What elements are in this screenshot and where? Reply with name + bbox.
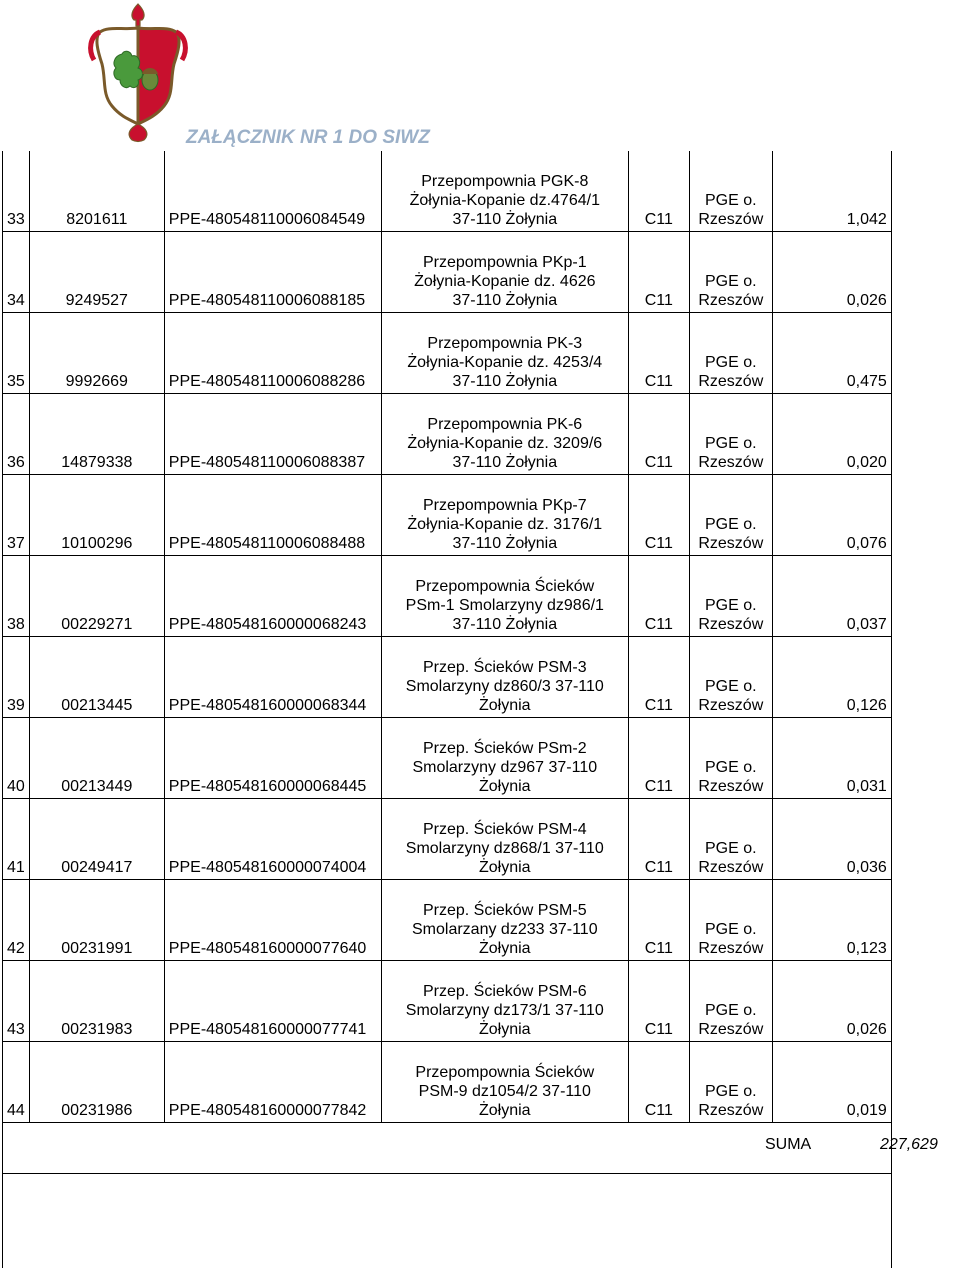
row-number: 40 [3,718,30,799]
distributor-line: Rzeszów [694,1020,768,1039]
distributor-line: Rzeszów [694,210,768,229]
address-line: Żołynia [386,696,624,715]
address-line: 37-110 Żołynia [386,210,624,229]
distributor-cell [689,232,772,313]
summary-cell [3,1123,892,1174]
distributor-line: PGE o. [694,839,768,858]
distributor-line: Rzeszów [694,534,768,553]
meter-number: 00229271 [29,556,164,637]
table-row [3,151,892,232]
address-line: 37-110 Żołynia [386,372,624,391]
address-line: Przep. Ścieków PSM-5 [386,901,624,920]
distributor-cell [689,1042,772,1123]
distributor-line: PGE o. [694,1001,768,1020]
address-line: PSm-1 Smolarzyny dz986/1 [386,596,624,615]
address-cell [381,961,628,1042]
ppe-code: PPE-480548110006084549 [164,151,381,232]
address-cell [381,799,628,880]
ppe-code: PPE-480548160000068344 [164,637,381,718]
tariff-group: C11 [628,961,689,1042]
table-row [3,799,892,880]
address-line: Żołynia-Kopanie dz. 4253/4 [386,353,624,372]
address-line: Przepompownia PK-3 [386,334,624,353]
usage-value: 0,020 [772,394,891,475]
ppe-code: PPE-480548110006088185 [164,232,381,313]
meter-number: 00231991 [29,880,164,961]
distributor-line: PGE o. [694,677,768,696]
address-cell [381,556,628,637]
distributor-cell [689,880,772,961]
meter-number: 00213445 [29,637,164,718]
address-line: Przepompownia Ścieków [386,1063,624,1082]
ppe-code: PPE-480548160000068243 [164,556,381,637]
usage-value: 1,042 [772,151,891,232]
row-number: 37 [3,475,30,556]
address-line: Żołynia-Kopanie dz. 4626 [386,272,624,291]
table-row [3,232,892,313]
ppe-code: PPE-480548160000077640 [164,880,381,961]
tariff-group: C11 [628,475,689,556]
address-line: Przep. Ścieków PSm-2 [386,739,624,758]
address-line: Przep. Ścieków PSM-4 [386,820,624,839]
table-row [3,475,892,556]
address-cell [381,718,628,799]
address-line: Smolarzany dz233 37-110 [386,920,624,939]
distributor-line: Rzeszów [694,1101,768,1120]
meter-number: 00213449 [29,718,164,799]
summary-row [3,1123,892,1174]
ppe-code: PPE-480548110006088286 [164,313,381,394]
distributor-cell [689,394,772,475]
usage-value: 0,037 [772,556,891,637]
table-row [3,394,892,475]
tariff-group: C11 [628,880,689,961]
distributor-line: PGE o. [694,434,768,453]
meter-number: 00249417 [29,799,164,880]
address-line: Żołynia-Kopanie dz. 3209/6 [386,434,624,453]
distributor-line: Rzeszów [694,372,768,391]
address-cell [381,313,628,394]
distributor-line: PGE o. [694,758,768,777]
address-cell [381,232,628,313]
address-cell [381,1042,628,1123]
distributor-cell [689,718,772,799]
address-line: Przepompownia PKp-1 [386,253,624,272]
usage-value: 0,031 [772,718,891,799]
distributor-line: PGE o. [694,1082,768,1101]
address-line: Smolarzyny dz173/1 37-110 [386,1001,624,1020]
address-line: Przepompownia PGK-8 [386,172,624,191]
address-cell [381,880,628,961]
distributor-line: PGE o. [694,191,768,210]
row-number: 38 [3,556,30,637]
address-line: 37-110 Żołynia [386,453,624,472]
sum-label: SUMA [765,1136,811,1154]
distributor-line: Rzeszów [694,453,768,472]
table-row [3,313,892,394]
address-line: Smolarzyny dz860/3 37-110 [386,677,624,696]
ppe-code: PPE-480548160000077741 [164,961,381,1042]
address-line: Żołynia [386,939,624,958]
tariff-group: C11 [628,637,689,718]
usage-value: 0,126 [772,637,891,718]
meter-number: 10100296 [29,475,164,556]
tariff-group: C11 [628,799,689,880]
table-row [3,718,892,799]
address-line: Żołynia [386,1101,624,1120]
distributor-line: Rzeszów [694,939,768,958]
attachment-label: ZAŁĄCZNIK NR 1 DO SIWZ [186,127,430,149]
usage-value: 0,076 [772,475,891,556]
distributor-cell [689,961,772,1042]
distributor-line: PGE o. [694,515,768,534]
distributor-line: PGE o. [694,920,768,939]
distributor-cell [689,475,772,556]
usage-value: 0,036 [772,799,891,880]
ppe-code: PPE-480548110006088488 [164,475,381,556]
blank-row [3,1174,892,1268]
usage-value: 0,019 [772,1042,891,1123]
address-line: Żołynia [386,1020,624,1039]
meter-number: 14879338 [29,394,164,475]
table-row [3,1042,892,1123]
row-number: 41 [3,799,30,880]
ppe-code: PPE-480548110006088387 [164,394,381,475]
usage-value: 0,475 [772,313,891,394]
meter-number: 9992669 [29,313,164,394]
tariff-group: C11 [628,313,689,394]
address-line: PSM-9 dz1054/2 37-110 [386,1082,624,1101]
distributor-cell [689,313,772,394]
usage-value: 0,026 [772,232,891,313]
distributor-cell [689,556,772,637]
distributor-cell [689,151,772,232]
row-number: 33 [3,151,30,232]
address-cell [381,394,628,475]
usage-value: 0,026 [772,961,891,1042]
table-row [3,637,892,718]
table-row [3,961,892,1042]
address-line: Żołynia-Kopanie dz.4764/1 [386,191,624,210]
usage-value: 0,123 [772,880,891,961]
meter-number: 8201611 [29,151,164,232]
table-row [3,880,892,961]
meter-number: 9249527 [29,232,164,313]
address-line: Żołynia [386,858,624,877]
distributor-line: Rzeszów [694,696,768,715]
address-line: Przepompownia Ścieków [386,577,624,596]
distributor-line: Rzeszów [694,777,768,796]
tariff-group: C11 [628,394,689,475]
address-cell [381,475,628,556]
ppe-code: PPE-480548160000074004 [164,799,381,880]
row-number: 43 [3,961,30,1042]
metering-points-table [2,151,892,1268]
address-line: 37-110 Żołynia [386,615,624,634]
blank-cell [3,1174,892,1268]
tariff-group: C11 [628,718,689,799]
coat-of-arms-icon [86,2,190,144]
tariff-group: C11 [628,232,689,313]
address-line: Żołynia [386,777,624,796]
tariff-group: C11 [628,151,689,232]
address-line: Przepompownia PKp-7 [386,496,624,515]
meter-number: 00231986 [29,1042,164,1123]
tariff-group: C11 [628,556,689,637]
distributor-cell [689,637,772,718]
address-line: 37-110 Żołynia [386,291,624,310]
address-line: Żołynia-Kopanie dz. 3176/1 [386,515,624,534]
address-line: Przep. Ścieków PSM-3 [386,658,624,677]
address-cell [381,151,628,232]
distributor-line: Rzeszów [694,291,768,310]
row-number: 35 [3,313,30,394]
distributor-line: PGE o. [694,272,768,291]
address-cell [381,637,628,718]
distributor-line: Rzeszów [694,615,768,634]
row-number: 42 [3,880,30,961]
ppe-code: PPE-480548160000068445 [164,718,381,799]
distributor-cell [689,799,772,880]
table-row [3,556,892,637]
address-line: 37-110 Żołynia [386,534,624,553]
tariff-group: C11 [628,1042,689,1123]
row-number: 34 [3,232,30,313]
distributor-line: PGE o. [694,596,768,615]
meter-number: 00231983 [29,961,164,1042]
sum-value: 227,629 [880,1136,938,1154]
address-line: Smolarzyny dz868/1 37-110 [386,839,624,858]
distributor-line: Rzeszów [694,858,768,877]
address-line: Smolarzyny dz967 37-110 [386,758,624,777]
row-number: 39 [3,637,30,718]
address-line: Przepompownia PK-6 [386,415,624,434]
row-number: 44 [3,1042,30,1123]
ppe-code: PPE-480548160000077842 [164,1042,381,1123]
distributor-line: PGE o. [694,353,768,372]
address-line: Przep. Ścieków PSM-6 [386,982,624,1001]
row-number: 36 [3,394,30,475]
